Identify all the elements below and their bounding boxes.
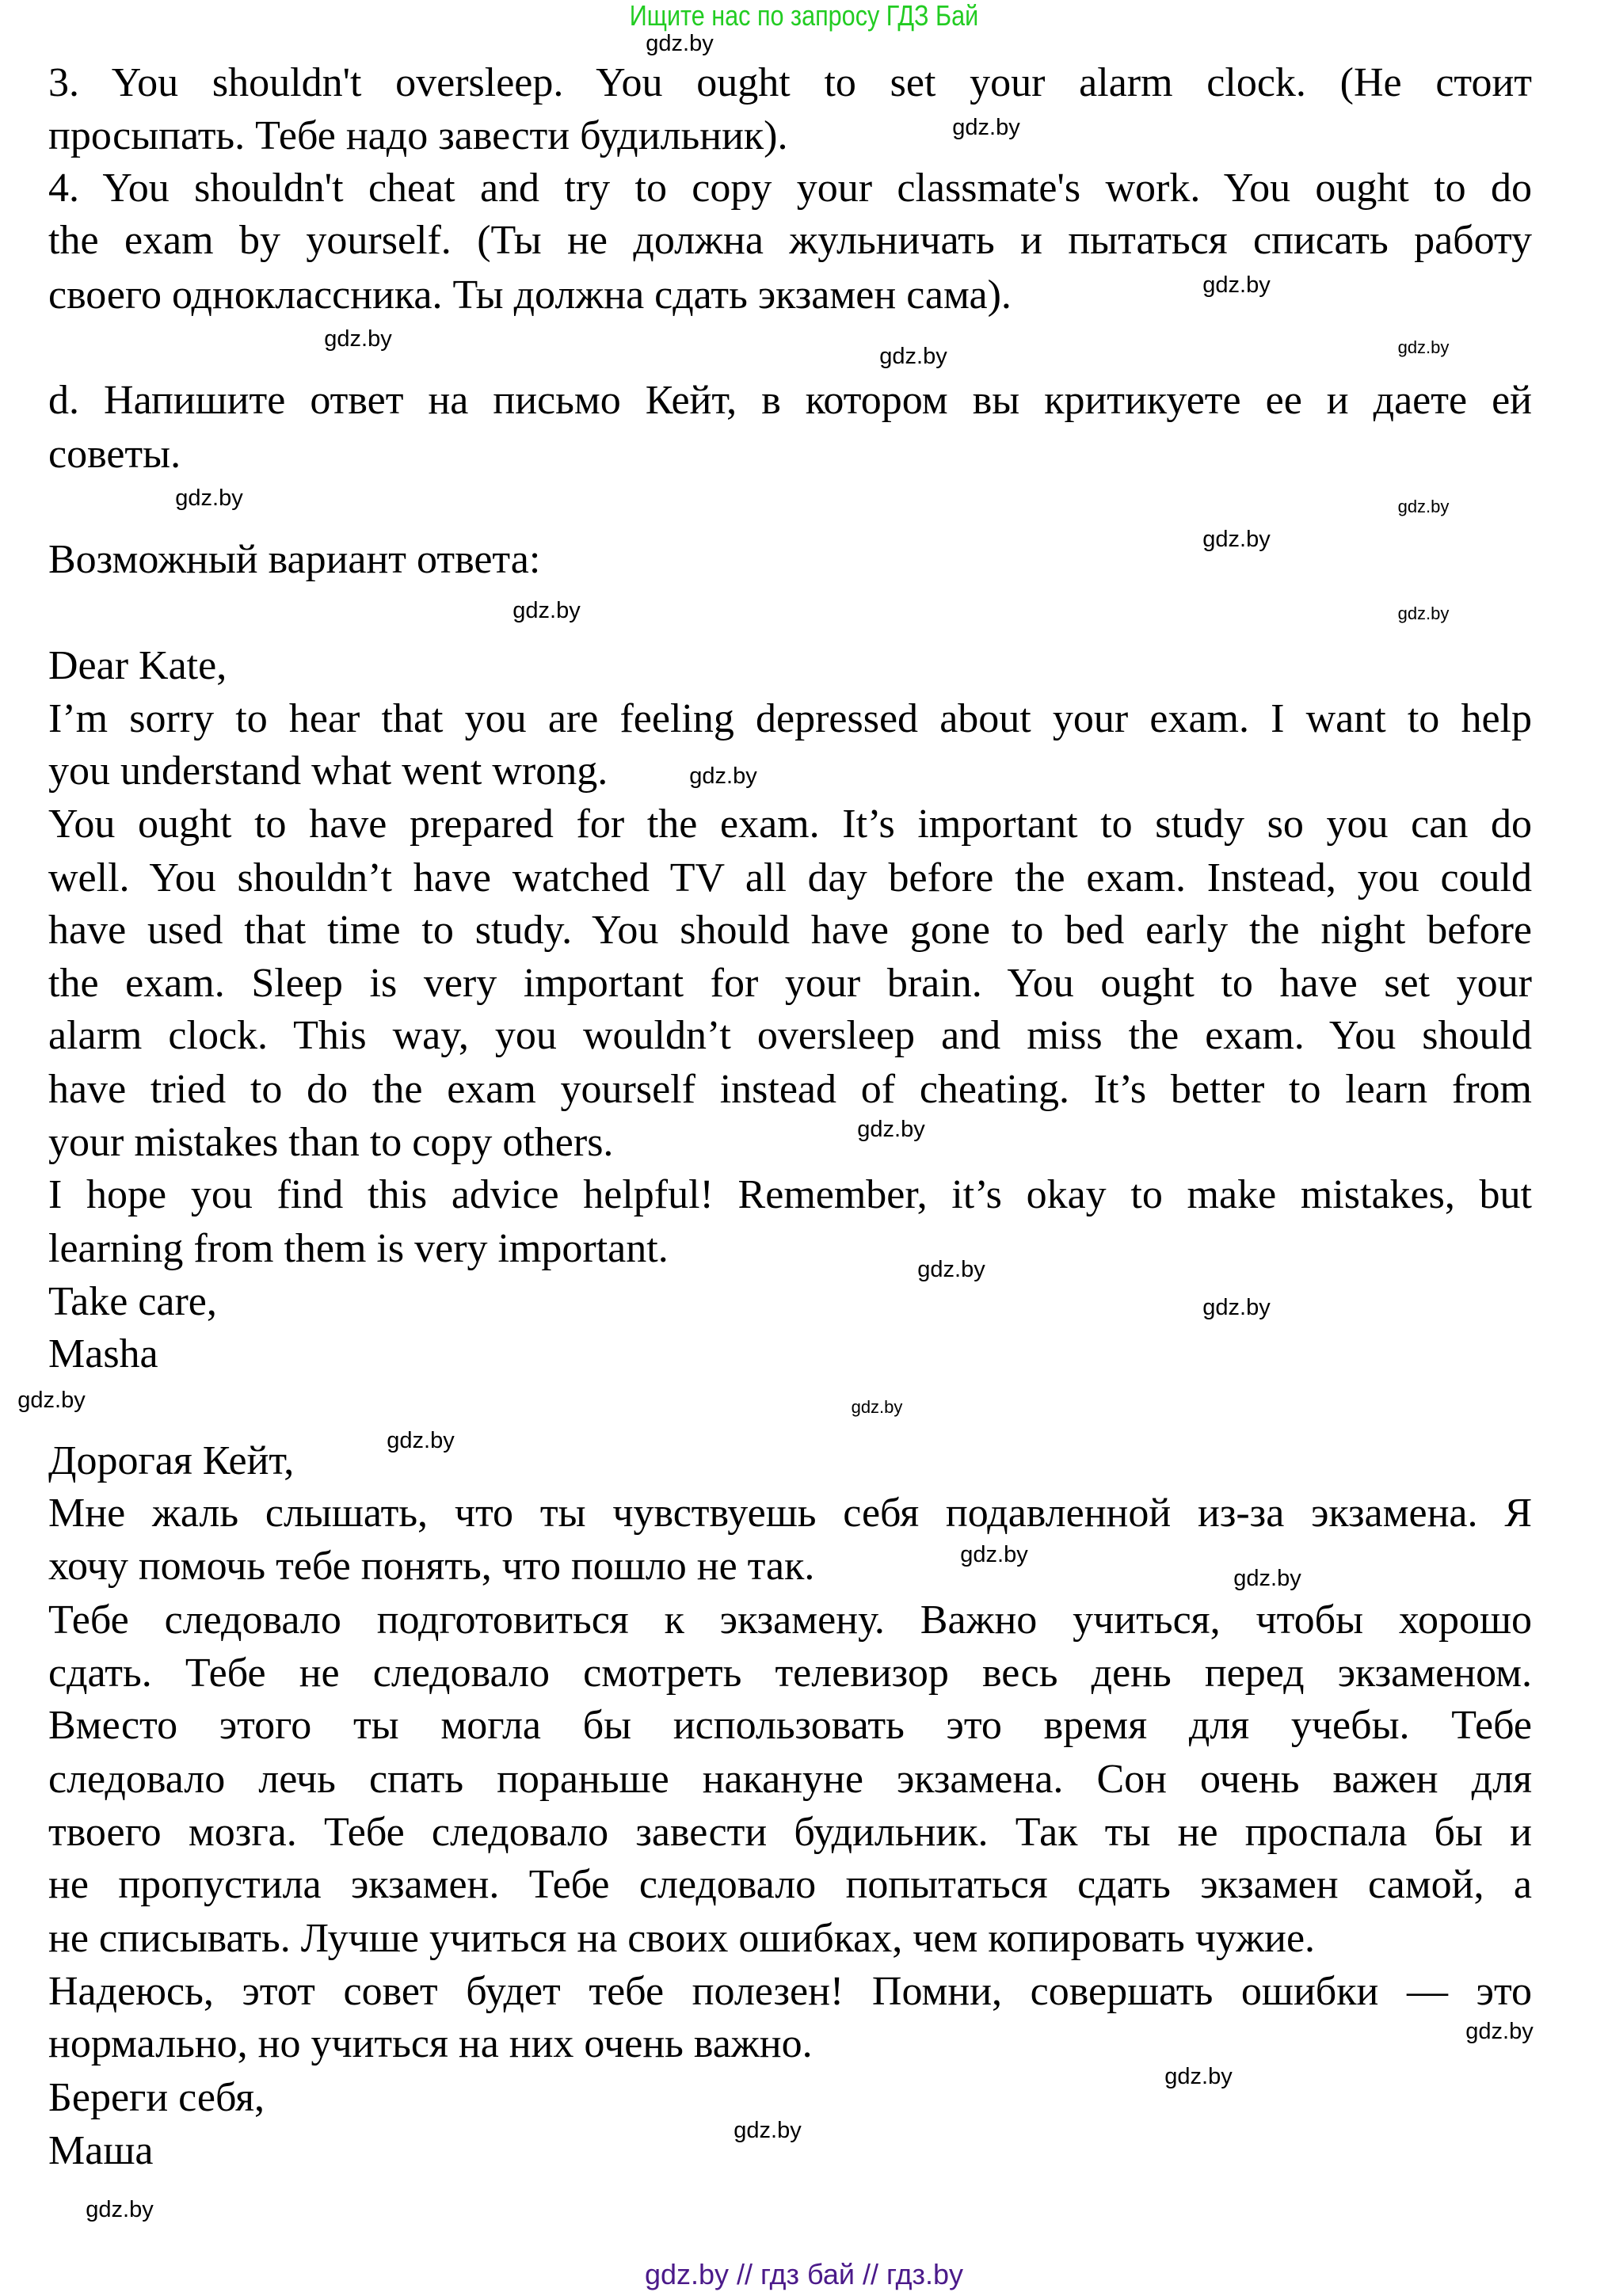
watermark: gdz.by: [960, 1542, 1028, 1567]
task-items-line: своего одноклассника. Ты должна сдать экзамен сама).: [48, 272, 1012, 318]
letter-en-line: You ought to have prepared for the exam. It’s important to study so you can do: [48, 802, 1532, 847]
watermark: gdz.by: [1233, 1566, 1301, 1591]
letter-en-line: Take care,: [48, 1279, 217, 1324]
letter-en-line: learning from them is very important.: [48, 1226, 669, 1271]
watermark: gdz.by: [917, 1257, 985, 1282]
watermark: gdz.by: [1202, 272, 1271, 298]
watermark: gdz.by: [1397, 497, 1450, 516]
watermark: gdz.by: [689, 763, 757, 789]
letter-en-line: you understand what went wrong.: [48, 748, 608, 794]
letter-ru-line: твоего мозга. Тебе следовало завести будильник. Так ты не проспала бы и: [48, 1810, 1532, 1855]
letter-ru-line: нормально, но учиться на них очень важно.: [48, 2021, 813, 2066]
letter-en-line: I hope you find this advice helpful! Remember, it’s okay to make mistakes, but: [48, 1172, 1532, 1217]
letter-ru-line: Мне жаль слышать, что ты чувствуешь себя подавленной из-за экзамена. Я: [48, 1491, 1532, 1536]
watermark: gdz.by: [387, 1428, 455, 1453]
letter-ru-line: Маша: [48, 2128, 154, 2173]
letter-ru-line: не пропустила экзамен. Тебе следовало попытаться сдать экзамен самой, а: [48, 1862, 1532, 1907]
watermark: gdz.by: [1202, 1295, 1271, 1320]
watermark: gdz.by: [851, 1397, 903, 1417]
letter-en-line: the exam. Sleep is very important for your brain. You ought to have set your: [48, 961, 1532, 1006]
letter-ru-line: Надеюсь, этот совет будет тебе полезен! Помни, совершать ошибки — это: [48, 1969, 1532, 2014]
search-hint: Ищите нас по запросу ГДЗ Бай: [629, 0, 979, 32]
watermark: gdz.by: [17, 1388, 86, 1413]
letter-ru-line: Вместо этого ты могла бы использовать это время для учебы. Тебе: [48, 1703, 1532, 1748]
letter-ru-line: следовало лечь спать пораньше накануне экзамена. Сон очень важен для: [48, 1757, 1532, 1802]
task-items-line: просыпать. Тебе надо завести будильник).: [48, 113, 788, 158]
watermark: gdz.by: [86, 2197, 154, 2222]
watermark: gdz.by: [324, 326, 392, 352]
letter-en-line: Dear Kate,: [48, 643, 227, 688]
letter-ru-line: хочу помочь тебе понять, что пошло не так.: [48, 1544, 815, 1589]
watermark: gdz.by: [1465, 2019, 1534, 2044]
watermark: gdz.by: [1397, 337, 1450, 357]
watermark: gdz.by: [734, 2118, 802, 2143]
letter-en-line: alarm clock. This way, you wouldn’t oversleep and miss the exam. You should: [48, 1013, 1532, 1058]
watermark: gdz.by: [175, 485, 243, 511]
watermark: gdz.by: [1397, 604, 1450, 623]
watermark: gdz.by: [879, 344, 947, 369]
letter-en-line: well. You shouldn’t have watched TV all day before the exam. Instead, you could: [48, 855, 1532, 901]
watermark: gdz.by: [1202, 527, 1271, 552]
letter-ru-line: Береги себя,: [48, 2075, 265, 2120]
letter-en-line: I’m sorry to hear that you are feeling depressed about your exam. I want to help: [48, 696, 1532, 741]
watermark: gdz.by: [857, 1117, 925, 1142]
letter-en-line: have used that time to study. You should have gone to bed early the night before: [48, 908, 1532, 953]
watermark: gdz.by: [513, 598, 581, 623]
task-d-line: советы.: [48, 432, 181, 477]
letter-ru-line: Дорогая Кейт,: [48, 1438, 295, 1483]
footer-links[interactable]: gdz.by // гдз бай // гдз.by: [644, 2258, 964, 2290]
watermark: gdz.by: [952, 115, 1020, 140]
watermark: gdz.by: [646, 31, 714, 56]
task-items-line: 3. You shouldn't oversleep. You ought to set your alarm clock. (Не стоит: [48, 60, 1532, 105]
letter-en-line: your mistakes than to copy others.: [48, 1120, 614, 1165]
letter-en-line: Masha: [48, 1331, 158, 1376]
answer-label-line: Возможный вариант ответа:: [48, 537, 541, 582]
watermark: gdz.by: [1164, 2064, 1233, 2089]
letter-en-line: have tried to do the exam yourself instead of cheating. It’s better to learn from: [48, 1067, 1532, 1112]
letter-ru-line: сдать. Тебе не следовало смотреть телевизор весь день перед экзаменом.: [48, 1651, 1532, 1696]
letter-ru-line: Тебе следовало подготовиться к экзамену. Важно учиться, чтобы хорошо: [48, 1597, 1532, 1643]
letter-ru-line: не списывать. Лучше учиться на своих ошибках, чем копировать чужие.: [48, 1916, 1316, 1961]
task-items-line: 4. You shouldn't cheat and try to copy your classmate's work. You ought to do: [48, 166, 1532, 211]
task-d-line: d. Напишите ответ на письмо Кейт, в котором вы критикуете ее и даете ей: [48, 378, 1532, 423]
task-items-line: the exam by yourself. (Ты не должна жульничать и пытаться списать работу: [48, 218, 1532, 263]
